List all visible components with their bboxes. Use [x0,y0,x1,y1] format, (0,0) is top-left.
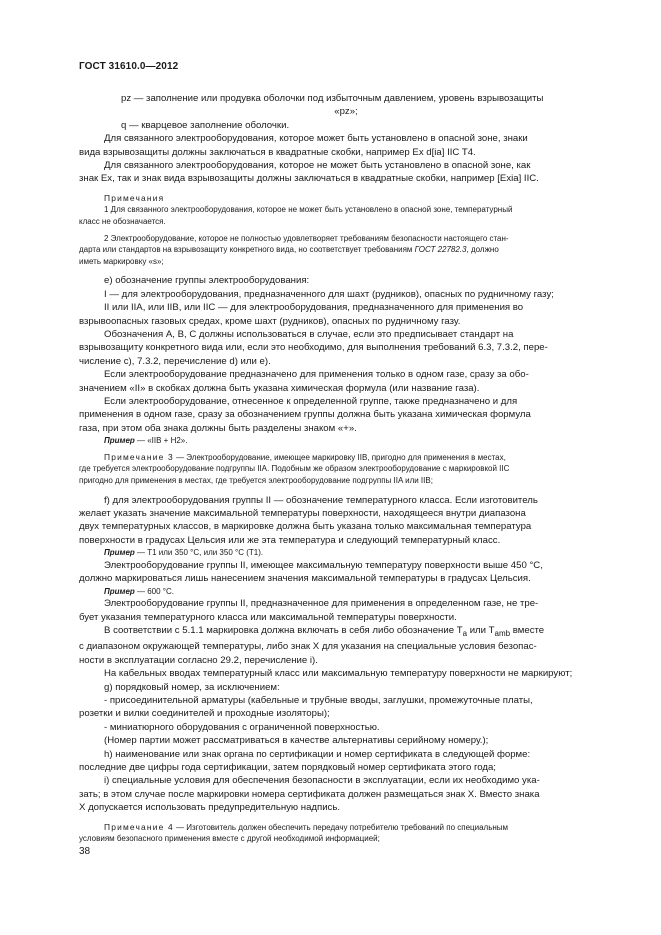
text-line: вида взрывозащиты должны заключаться в квадратные скобки, например Ex d[ia] IIC T4. [79,146,476,158]
text-line: Если электрооборудование, отнесенное к определенной группе, также предназначено и для [104,396,518,408]
text-line: значением «II» в скобках должна быть указана химическая формула (или название газа). [79,382,480,394]
note-line: дарта или стандартов на взрывозащиту конкретного вида, но соответствует требованиям ГОСТ 22782.3, должно [79,245,499,255]
note-line: Примечание 4 — Изготовитель должен обеспечить передачу потребителю требований по специальным [104,821,509,832]
text-line: двух температурных классов, в маркировке должна быть указана только максимальная температура [79,521,532,533]
text-line: Электрооборудование группы II, предназначенное для применения в определенном газе, не тре- [104,598,539,610]
text-line: «pz»; [334,106,358,118]
text-line: поверхности в градусах Цельсия или же эта температура и следующий температурный класс. [79,534,501,546]
note-line: 2 Электрооборудование, которое не полностью удовлетворяет требованиям безопасности настоящего стан- [104,233,509,243]
document-body [79,92,613,845]
text-line: - присоединительной арматуры (кабельные и трубные вводы, заглушки, промежуточные платы, [104,695,533,707]
text-line: В соответствии с 5.1.1 маркировка должна включать в себя либо обозначение $T_a$ или $T_{amb}$ вместе [104,625,545,638]
note-line: условиям безопасного применения вместе с другой необходимой информацией; [79,834,380,844]
note-line: Примечание 3 — Электрооборудование, имеющее маркировку IIB, пригодно для применения в местах, [104,451,506,462]
text-line: Для связанного электрооборудования, которое не может быть установлено в опасной зоне, как [104,160,531,172]
note-line: 1 Для связанного электрооборудования, которое не может быть установлено в опасной зоне, температурный [104,205,513,215]
text-line: числение c), 7.3.2, перечисление d) или e). [79,355,271,367]
text-line: знак Ex, так и знак вида взрывозащиты должны заключаться в квадратные скобки, например [Exia] IIC. [79,173,539,185]
text-line: должно маркироваться лишь нанесением значения максимальной температуры в градусах Цельсия. [79,573,531,585]
text-line: II или IIA, или IIB, или IIC — для электрооборудования, предназначенного для применения во [104,302,524,314]
text-line: бует указания температурного класса или максимальной температуры поверхности. [79,611,457,623]
text-line: газа, при этом оба знака должны быть разделены знаком «+». [79,422,357,434]
text-line: Обозначения A, B, C должны использоваться в случае, если это предписывает стандарт на [104,329,514,341]
text-line: последние две цифры года сертификации, затем порядковый номер сертификата этого года; [79,762,496,774]
text-line: Если электрооборудование предназначено для применения только в одном газе, сразу за обо- [104,369,529,381]
page-number: 38 [79,846,91,857]
text-line: i) специальные условия для обеспечения безопасности в эксплуатации, если их необходимо ука- [104,775,540,787]
text-line: pz — заполнение или продувка оболочки под избыточным давлением, уровень взрывозащиты [121,93,544,104]
text-line: X допускается использовать предупредительную надпись. [79,802,341,814]
text-line: h) наименование или знак органа по сертификации и номер сертификата в следующей форме: [104,748,531,760]
text-line: с диапазоном окружающей температуры, либо знак X для указания на специальные условия безопас- [79,641,537,653]
text-line: ности в эксплуатации согласно 29.2, перечисление i). [79,654,318,666]
example-line: Пример — T1 или 350 °C, или 350 °C (T1). [104,548,264,558]
note-line: пригодно для применения в местах, где требуется электрооборудование подгруппы IIA или IIB; [79,476,433,486]
note-line: иметь маркировку «s»; [79,256,164,266]
text-line: f) для электрооборудования группы II — обозначение температурного класса. Если изготовитель [104,494,538,506]
text-line: взрывоопасных газовых средах, кроме шахт (рудников), опасных по рудничному газу. [79,315,461,327]
text-line: - миниатюрного оборудования с ограниченной поверхностью. [104,721,380,733]
document-header: ГОСТ 31610.0—2012 [79,61,179,72]
note-line: класс не обозначается. [79,217,166,227]
text-line: g) порядковый номер, за исключением: [104,681,280,693]
text-line: (Номер партии может рассматриваться в качестве альтернативы серийному номеру.); [104,735,489,747]
text-line: желает указать значение максимальной температуры поверхности, находящееся внутри диапазона [79,508,526,520]
text-line: взрывозащиту конкретного вида или, если это необходимо, для выполнения требований 6.3, 7.3.2, пере- [79,342,548,354]
text-line: зать; в этом случае после маркировки номера сертификата должен размещаться знак X. Вместо знака [79,788,540,800]
text-line: е) обозначение группы электрооборудования: [104,275,310,287]
text-line: Электрооборудование группы II, имеющее максимальную температуру поверхности выше 450 °С, [104,559,543,571]
standard-reference: ГОСТ 22782.3 [414,245,467,255]
text-line: применения в одном газе, сразу за обозначением группы должна быть указана химическая формула [79,409,531,421]
text-line: розетки и вилки соединителей и проходные изоляторы); [79,708,330,720]
note-line: где требуется электрооборудование подгруппы IIA. Подобным же образом электрооборудование с маркировкой IIC [79,464,510,474]
example-line: Пример — 600 °С. [104,586,174,596]
text-line: Для связанного электрооборудования, которое может быть установлено в опасной зоне, знаки [104,133,528,145]
text-line: q — кварцевое заполнение оболочки. [121,119,290,131]
text-line: На кабельных вводах температурный класс или максимальную температуру поверхности не маркируют; [104,668,573,680]
text-line: I — для электрооборудования, предназначенного для шахт (рудников), опасных по рудничному газу; [104,288,554,300]
example-line: Пример — «IIB + H2». [104,436,188,446]
notes-heading: Примечания [104,192,165,203]
